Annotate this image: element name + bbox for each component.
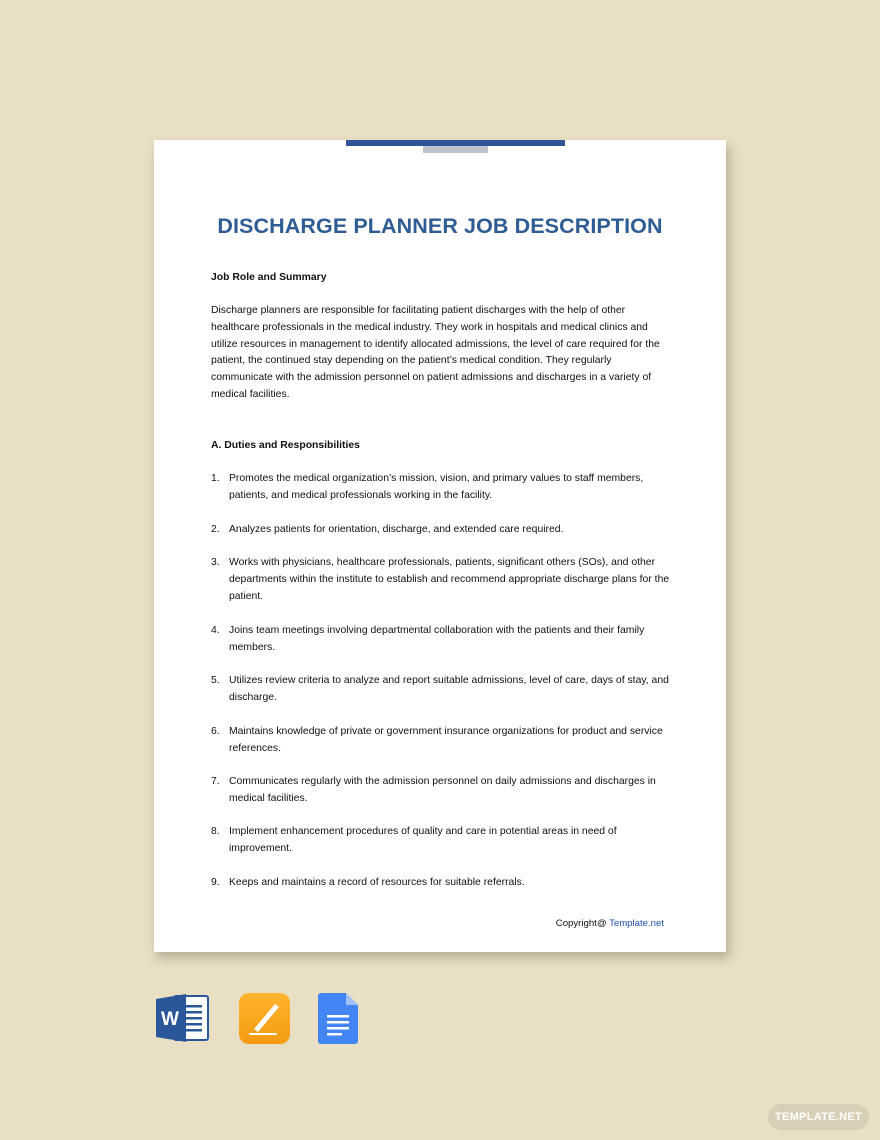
word-icon-letter: W: [161, 1009, 179, 1030]
duty-item: [211, 774, 673, 808]
duty-item: [211, 555, 673, 605]
duty-text: Implement enhancement procedures of quality and care in potential areas in need of improvement.: [229, 826, 617, 854]
duty-text: Maintains knowledge of private or government insurance organizations for product and service references.: [229, 726, 663, 754]
copyright-prefix: Copyright@: [555, 918, 610, 929]
duty-item: [211, 824, 673, 858]
summary-paragraph: Discharge planners are responsible for facilitating patient discharges with the help of other healthcare professionals in the medical industry. They work in hospitals and medical clinics and utilize resources in management to identify allocated admissions, the level of care required for the patient, the continued stay depending on the patient’s medical condition. They regularly communicate with the admission personnel on patient admissions and discharges in a variety of medical facilities.: [211, 305, 660, 400]
document-page: [154, 140, 726, 952]
duty-item: [211, 623, 673, 657]
duty-text: Communicates regularly with the admission personnel on daily admissions and discharges in medical facilities.: [229, 776, 656, 804]
duty-number: 7.: [211, 776, 220, 787]
duty-number: 5.: [211, 675, 220, 686]
duty-item: [211, 673, 673, 707]
copyright-line: [556, 918, 664, 929]
duty-number: 9.: [211, 877, 220, 888]
duty-item: [211, 522, 673, 539]
duty-text: Joins team meetings involving departmental collaboration with the patients and their family members.: [229, 625, 645, 653]
duty-number: 3.: [211, 557, 220, 568]
duty-text: Analyzes patients for orientation, discharge, and extended care required.: [229, 524, 564, 535]
summary-heading: Job Role and Summary: [211, 272, 327, 283]
pages-icon[interactable]: [239, 993, 290, 1044]
header-accent-tab: [423, 146, 488, 153]
duty-item: [211, 471, 673, 505]
duties-heading: A. Duties and Responsibilities: [211, 440, 360, 451]
document-title: DISCHARGE PLANNER JOB DESCRIPTION: [217, 214, 663, 238]
duty-text: Works with physicians, healthcare professionals, patients, significant others (SOs), and other departments within the institute to establish and recommend appropriate discharge plans for the patient.: [229, 557, 670, 602]
duty-item: [211, 724, 673, 758]
duty-number: 8.: [211, 826, 220, 837]
watermark-badge: TEMPLATE.NET: [768, 1104, 869, 1130]
duty-text: Utilizes review criteria to analyze and report suitable admissions, level of care, days of stay, and discharge.: [229, 675, 669, 703]
duty-number: 2.: [211, 524, 220, 535]
google-docs-icon[interactable]: [318, 993, 358, 1044]
duty-text: Promotes the medical organization’s mission, vision, and primary values to staff members, patients, and medical professionals working in the facility.: [229, 473, 644, 501]
duty-item: [211, 875, 673, 892]
duty-number: 4.: [211, 625, 220, 636]
duty-number: 1.: [211, 473, 220, 484]
word-icon[interactable]: [156, 993, 210, 1043]
duty-text: Keeps and maintains a record of resources for suitable referrals.: [229, 877, 525, 888]
duty-number: 6.: [211, 726, 220, 737]
copyright-brand-link[interactable]: Template.net: [609, 918, 664, 929]
